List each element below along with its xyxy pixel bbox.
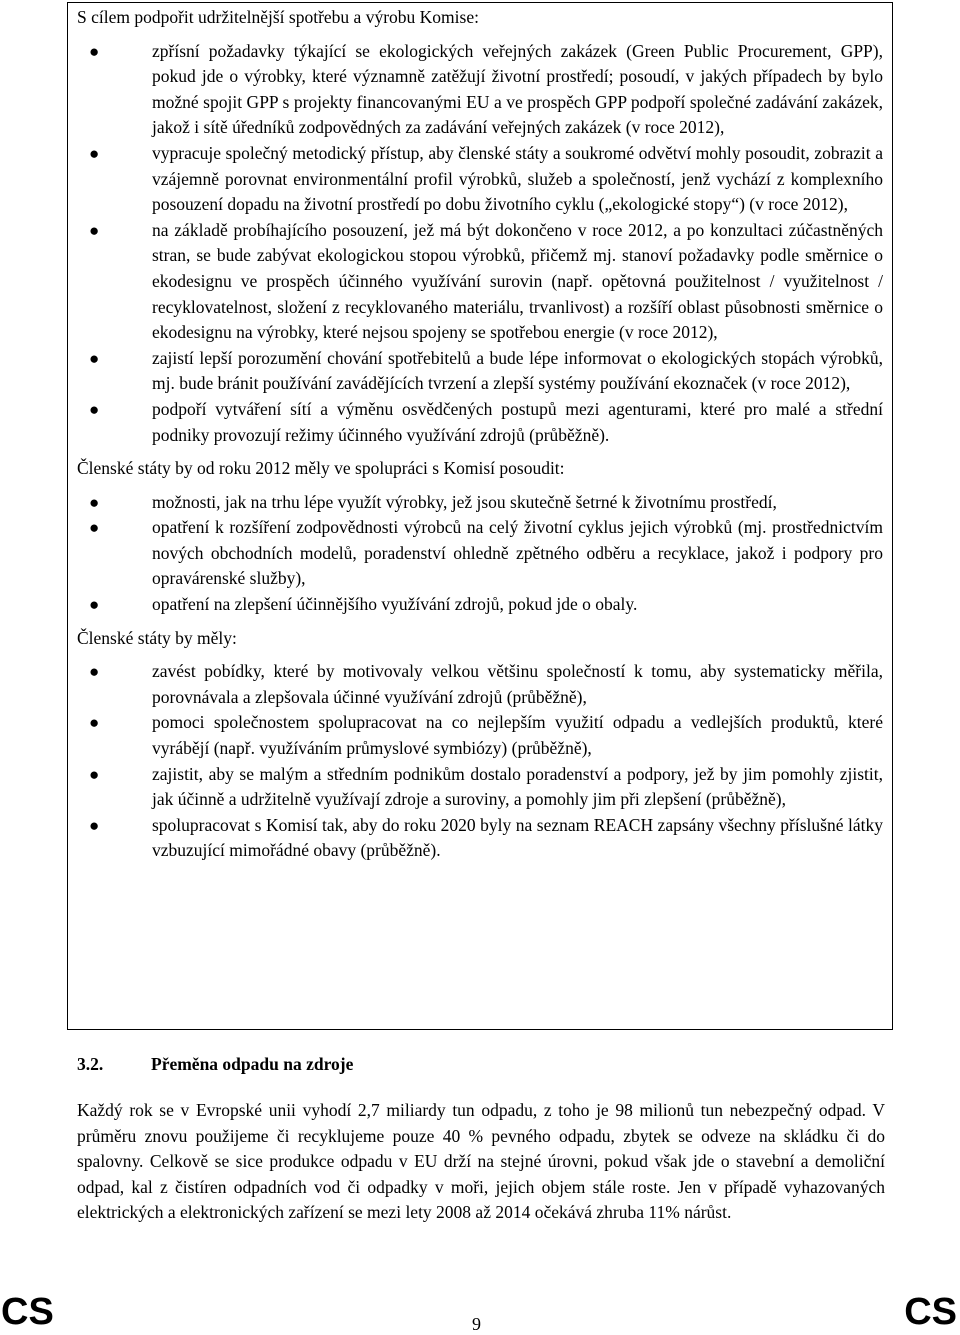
bullet-icon: ●: [89, 815, 100, 835]
bullet-icon: ●: [89, 220, 100, 240]
bullet-icon: ●: [89, 713, 100, 733]
list-item: [77, 218, 883, 346]
commission-list: [77, 39, 883, 449]
bullet-icon: ●: [89, 764, 100, 784]
list-item: [77, 141, 883, 218]
commission-actions-box: [67, 2, 893, 1030]
box-intro: S cílem podpořit udržitelnější spotřebu a výrobu Komise:: [77, 7, 479, 27]
bullet-icon: ●: [89, 143, 100, 163]
bullet-icon: ●: [89, 595, 100, 615]
bullet-icon: ●: [89, 348, 100, 368]
bullet-icon: ●: [89, 41, 100, 61]
list-item-text: podpoří vytváření sítí a výměnu osvědčených postupů mezi agenturami, které pro malé a střední podniky provozují režimy účinného využívání zdrojů (průběžně).: [152, 398, 883, 445]
list-item: [77, 397, 883, 448]
bullet-icon: ●: [89, 518, 100, 538]
member-states-2012-list: [77, 490, 883, 618]
list-item-text: opatření na zlepšení účinnějšího využívání zdrojů, pokud jde o obaly.: [152, 594, 638, 615]
body-paragraph: Každý rok se v Evropské unii vyhodí 2,7 miliardy tun odpadu, z toho je 98 milionů tun nebezpečný odpad. V průměru znovu použijeme či recyklujeme pouze 40 % pevného odpadu, zbytek se odveze na skládku či do spalovny. Celkově se sice produkce odpadu v EU drží na stejné úrovni, pokud však jde o stavební a demoliční odpad, kal z čistíren odpadních vod či odpadky v moři, jejich objem stále roste. Jen v případě vyhazovaných elektrických a elektronických zařízení se mezi lety 2008 až 2014 očekává zhruba 11% nárůst.: [77, 1100, 885, 1223]
list-item-text: spolupracovat s Komisí tak, aby do roku 2020 byly na seznam REACH zapsány všechny příslušné látky vzbuzující mimořádné obavy (průběžně).: [152, 814, 883, 861]
list-item-text: zajistit, aby se malým a středním podnikům dostalo poradenství a podpory, jež by jim pomohly zjistit, jak účinně a udržitelně využívají zdroje a suroviny, a pomohly jim při zlepšení (průběžně),: [152, 763, 883, 810]
list-item-text: možnosti, jak na trhu lépe využít výrobky, jež jsou skutečně šetrné k životnímu prostředí,: [152, 491, 777, 512]
bullet-icon: ●: [89, 492, 100, 512]
list-item-text: pomoci společnostem spolupracovat na co nejlepším využití odpadu a vedlejších produktů, které vyrábějí (např. využíváním průmyslové symbiózy) (průběžně),: [152, 712, 883, 759]
section-number: 3.2.: [77, 1054, 104, 1074]
list-item-text: zpřísní požadavky týkající se ekologických veřejných zakázek (Green Public Procurement, GPP), pokud jde o výrobky, které významně zatěžují životní prostředí; posoudí, v jakých případech by bylo možné spojit GPP s projekty financovanými EU a ve prospěch GPP podpoří společné zadávání zakázek, jakož i sítě úředníků zodpovědných za zadávání veřejných zakázek (v roce 2012),: [152, 40, 883, 138]
bullet-icon: ●: [89, 662, 100, 682]
list-item: [77, 592, 883, 618]
list-item: [77, 710, 883, 761]
section-title: Přeměna odpadu na zdroje: [151, 1054, 354, 1074]
member-states-intro: Členské státy by měly:: [77, 627, 237, 648]
list-item: [77, 659, 883, 710]
language-code-left: CS: [1, 1291, 54, 1333]
list-item-text: zajistí lepší porozumění chování spotřebitelů a bude lépe informovat o ekologických stopách výrobků, mj. bude bránit používání zavádějících tvrzení a zlepší systémy používání ekoznaček (v roce 2012),: [152, 347, 883, 394]
list-item-text: vypracuje společný metodický přístup, aby členské státy a soukromé odvětví mohly posoudit, zobrazit a vzájemně porovnat environmentální profil výrobků, služeb a společností, jenž vychází z komplexního posouzení dopadu na životní prostředí po dobu životního cyklu („ekologické stopy“) (v roce 2012),: [152, 142, 883, 215]
list-item: [77, 762, 883, 813]
list-item: [77, 813, 883, 864]
section-heading: [77, 1052, 353, 1078]
list-item: [77, 39, 883, 141]
member-states-2012-intro: Členské státy by od roku 2012 měly ve spolupráci s Komisí posoudit:: [77, 458, 565, 479]
list-item: [77, 346, 883, 397]
list-item-text: zavést pobídky, které by motivovaly velkou většinu společností k tomu, aby systematicky měřila, porovnávala a zlepšovala účinné využívání zdrojů (průběžně),: [152, 661, 883, 707]
bullet-icon: ●: [89, 399, 100, 419]
list-item-text: na základě probíhajícího posouzení, jež má být dokončeno v roce 2012, a po konzultaci zúčastněných stran, se bude zabývat ekologickou stopou výrobků, přičemž mj. stanoví požadavky podle směrnice o ekodesignu ve prospěch účinného využívání surovin (např. opětovná použitelnost / využitelnost / recyklovatelnost, složení z recyklovaného materiálu, trvanlivost) a rozšíří oblast působnosti směrnice o ekodesignu na výrobky, které nejsou spojeny se spotřebou energie (v roce 2012),: [152, 219, 883, 343]
list-item: [77, 515, 883, 592]
list-item-text: opatření k rozšíření zodpovědnosti výrobců na celý životní cyklus jejich výrobků (mj. prostřednictvím nových obchodních modelů, poradenství ohledně zpětného odběru a recyklace, jakož i podpory pro opravárenské služby),: [152, 517, 883, 589]
member-states-list: [77, 659, 883, 864]
list-item: [77, 490, 883, 516]
language-code-right: CS: [904, 1291, 957, 1333]
page-number: 9: [472, 1314, 481, 1334]
